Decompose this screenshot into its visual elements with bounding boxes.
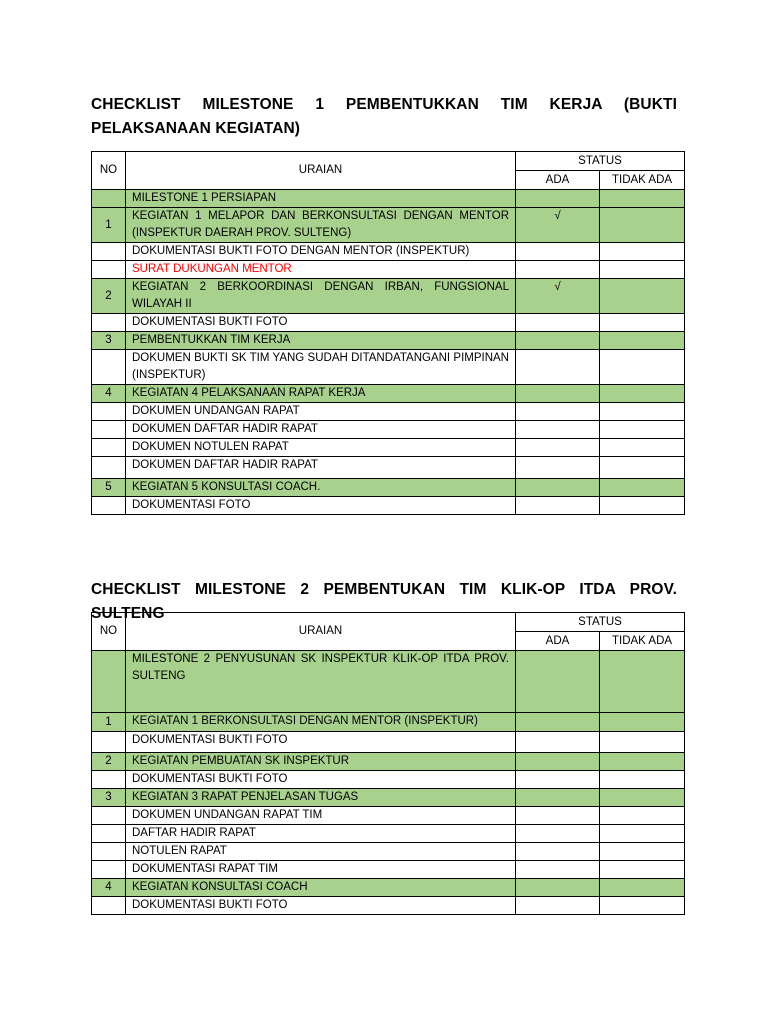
row-number — [92, 497, 126, 515]
table-row — [92, 771, 685, 789]
status-ada-cell — [516, 439, 600, 457]
table-row — [92, 279, 685, 314]
status-tidak-ada-cell — [600, 350, 685, 385]
table-row — [92, 732, 685, 753]
status-ada-cell — [516, 243, 600, 261]
status-tidak-ada-cell — [600, 243, 685, 261]
table-row — [92, 190, 685, 208]
status-ada-cell — [516, 314, 600, 332]
status-ada-cell — [516, 789, 600, 807]
table-row — [92, 713, 685, 732]
table-row — [92, 261, 685, 279]
row-number — [92, 771, 126, 789]
checklist-2-title: CHECKLIST MILESTONE 2 PEMBENTUKAN TIM KLIK-OP ITDA PROV. SULTENG — [91, 581, 677, 622]
status-tidak-ada-cell — [600, 789, 685, 807]
status-tidak-ada-cell — [600, 261, 685, 279]
status-ada-cell — [516, 350, 600, 385]
row-number — [92, 843, 126, 861]
row-number — [92, 861, 126, 879]
status-ada-cell — [516, 843, 600, 861]
status-tidak-ada-cell — [600, 385, 685, 403]
row-description: KEGIATAN PEMBUATAN SK INSPEKTUR — [126, 753, 516, 771]
table-row — [92, 897, 685, 915]
table-row — [92, 332, 685, 350]
row-number: 3 — [92, 789, 126, 807]
row-description: DOKUMENTASI FOTO — [126, 497, 516, 515]
status-ada-cell — [516, 403, 600, 421]
table-row — [92, 208, 685, 243]
table-row — [92, 651, 685, 713]
row-number: 4 — [92, 879, 126, 897]
row-description: KEGIATAN 5 KONSULTASI COACH. — [126, 479, 516, 497]
row-description: DOKUMEN UNDANGAN RAPAT TIM — [126, 807, 516, 825]
table-row — [92, 807, 685, 825]
row-number: 2 — [92, 279, 126, 314]
status-ada-cell — [516, 190, 600, 208]
row-description: KEGIATAN 1 MELAPOR DAN BERKONSULTASI DENGAN MENTOR (INSPEKTUR DAERAH PROV. SULTENG) — [126, 208, 516, 243]
status-tidak-ada-cell — [600, 497, 685, 515]
row-description: DAFTAR HADIR RAPAT — [126, 825, 516, 843]
status-ada-cell — [516, 385, 600, 403]
status-tidak-ada-cell — [600, 479, 685, 497]
status-tidak-ada-cell — [600, 713, 685, 732]
status-tidak-ada-cell — [600, 825, 685, 843]
row-number — [92, 190, 126, 208]
row-description: DOKUMEN NOTULEN RAPAT — [126, 439, 516, 457]
row-number — [92, 421, 126, 439]
status-tidak-ada-cell — [600, 439, 685, 457]
row-description: DOKUMEN UNDANGAN RAPAT — [126, 403, 516, 421]
checklist-1-title: CHECKLIST MILESTONE 1 PEMBENTUKKAN TIM KERJA (BUKTI PELAKSANAAN KEGIATAN) — [91, 96, 677, 137]
row-number — [92, 897, 126, 915]
status-tidak-ada-cell — [600, 732, 685, 753]
row-description: KEGIATAN 2 BERKOORDINASI DENGAN IRBAN, FUNGSIONAL WILAYAH II — [126, 279, 516, 314]
row-number — [92, 403, 126, 421]
row-description: DOKUMENTASI BUKTI FOTO DENGAN MENTOR (INSPEKTUR) — [126, 243, 516, 261]
table-row — [92, 457, 685, 479]
status-ada-cell — [516, 879, 600, 897]
table-row — [92, 439, 685, 457]
row-number: 3 — [92, 332, 126, 350]
table-row — [92, 825, 685, 843]
row-number: 5 — [92, 479, 126, 497]
row-description: KEGIATAN 3 RAPAT PENJELASAN TUGAS — [126, 789, 516, 807]
status-ada-cell: √ — [516, 208, 600, 243]
status-ada-cell: √ — [516, 279, 600, 314]
header-no: NO — [92, 613, 126, 651]
table-row — [92, 385, 685, 403]
table-row — [92, 243, 685, 261]
row-description: DOKUMENTASI BUKTI FOTO — [126, 314, 516, 332]
row-description: PEMBENTUKKAN TIM KERJA — [126, 332, 516, 350]
header-status: STATUS — [516, 613, 685, 632]
row-number — [92, 350, 126, 385]
status-ada-cell — [516, 753, 600, 771]
row-number — [92, 825, 126, 843]
row-description: KEGIATAN 1 BERKONSULTASI DENGAN MENTOR (INSPEKTUR) — [126, 713, 516, 732]
header-tidak-ada: TIDAK ADA — [600, 632, 685, 651]
row-description: KEGIATAN 4 PELAKSANAAN RAPAT KERJA — [126, 385, 516, 403]
status-tidak-ada-cell — [600, 843, 685, 861]
header-uraian: URAIAN — [126, 152, 516, 190]
status-ada-cell — [516, 807, 600, 825]
table-row — [92, 879, 685, 897]
row-description: DOKUMENTASI BUKTI FOTO — [126, 771, 516, 789]
status-ada-cell — [516, 713, 600, 732]
status-ada-cell — [516, 861, 600, 879]
table-row — [92, 314, 685, 332]
status-tidak-ada-cell — [600, 771, 685, 789]
checklist-2-table — [91, 612, 685, 915]
status-ada-cell — [516, 771, 600, 789]
row-description: DOKUMEN DAFTAR HADIR RAPAT — [126, 421, 516, 439]
status-tidak-ada-cell — [600, 190, 685, 208]
row-number: 1 — [92, 208, 126, 243]
status-tidak-ada-cell — [600, 879, 685, 897]
row-description: KEGIATAN KONSULTASI COACH — [126, 879, 516, 897]
row-number — [92, 457, 126, 479]
header-no: NO — [92, 152, 126, 190]
header-status: STATUS — [516, 152, 685, 171]
status-ada-cell — [516, 479, 600, 497]
header-ada: ADA — [516, 632, 600, 651]
header-uraian: URAIAN — [126, 613, 516, 651]
row-description: DOKUMENTASI BUKTI FOTO — [126, 897, 516, 915]
row-number — [92, 243, 126, 261]
row-description: DOKUMEN DAFTAR HADIR RAPAT — [126, 457, 516, 479]
row-number: 4 — [92, 385, 126, 403]
table-row — [92, 843, 685, 861]
row-number: 2 — [92, 753, 126, 771]
row-description: SURAT DUKUNGAN MENTOR — [126, 261, 516, 279]
checklist-1-table — [91, 151, 685, 515]
status-ada-cell — [516, 825, 600, 843]
row-description: DOKUMEN BUKTI SK TIM YANG SUDAH DITANDATANGANI PIMPINAN (INSPEKTUR) — [126, 350, 516, 385]
table-row — [92, 479, 685, 497]
status-tidak-ada-cell — [600, 753, 685, 771]
row-number — [92, 651, 126, 713]
status-ada-cell — [516, 497, 600, 515]
row-description: DOKUMENTASI RAPAT TIM — [126, 861, 516, 879]
status-ada-cell — [516, 732, 600, 753]
status-ada-cell — [516, 332, 600, 350]
row-number: 1 — [92, 713, 126, 732]
row-number — [92, 314, 126, 332]
status-tidak-ada-cell — [600, 403, 685, 421]
status-tidak-ada-cell — [600, 279, 685, 314]
row-description: MILESTONE 2 PENYUSUNAN SK INSPEKTUR KLIK-OP ITDA PROV. SULTENG — [126, 651, 516, 713]
table-row — [92, 497, 685, 515]
status-ada-cell — [516, 651, 600, 713]
status-ada-cell — [516, 457, 600, 479]
header-ada: ADA — [516, 171, 600, 190]
status-tidak-ada-cell — [600, 457, 685, 479]
status-tidak-ada-cell — [600, 314, 685, 332]
table-row — [92, 753, 685, 771]
row-number — [92, 807, 126, 825]
row-number — [92, 732, 126, 753]
table-row — [92, 421, 685, 439]
row-number — [92, 261, 126, 279]
status-tidak-ada-cell — [600, 897, 685, 915]
row-description: MILESTONE 1 PERSIAPAN — [126, 190, 516, 208]
header-tidak-ada: TIDAK ADA — [600, 171, 685, 190]
status-tidak-ada-cell — [600, 332, 685, 350]
status-tidak-ada-cell — [600, 651, 685, 713]
row-description: NOTULEN RAPAT — [126, 843, 516, 861]
status-tidak-ada-cell — [600, 421, 685, 439]
table-row — [92, 861, 685, 879]
row-number — [92, 439, 126, 457]
status-ada-cell — [516, 421, 600, 439]
status-ada-cell — [516, 897, 600, 915]
row-description: DOKUMENTASI BUKTI FOTO — [126, 732, 516, 753]
status-tidak-ada-cell — [600, 208, 685, 243]
status-tidak-ada-cell — [600, 861, 685, 879]
table-row — [92, 403, 685, 421]
status-ada-cell — [516, 261, 600, 279]
table-row — [92, 789, 685, 807]
table-row — [92, 350, 685, 385]
status-tidak-ada-cell — [600, 807, 685, 825]
